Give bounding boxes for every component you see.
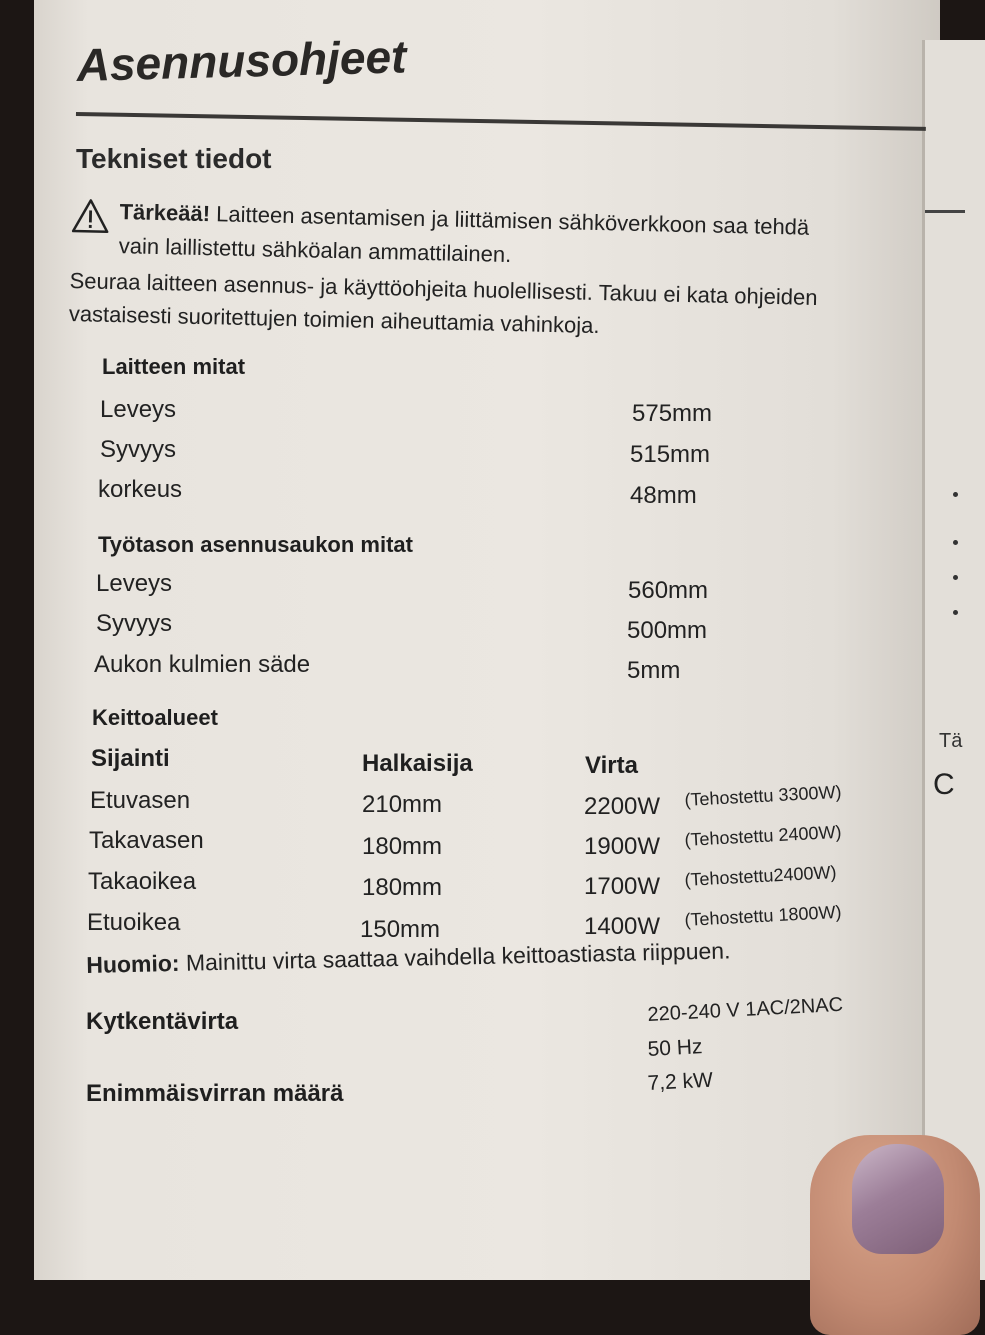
device-dim-value: 48mm xyxy=(630,482,697,509)
zones-col-power: Virta xyxy=(585,752,638,779)
device-dim-label: Syvyys xyxy=(100,436,177,463)
zone-location: Takavasen xyxy=(89,827,204,854)
device-dim-value: 575mm xyxy=(632,400,713,427)
note-bold: Huomio: xyxy=(86,949,180,978)
warning-body: Laitteen asentamisen ja liittämisen sähköverkkoon saa tehdä vain laillistettu sähköalan ammattilainen. xyxy=(118,201,810,267)
zone-diameter: 210mm xyxy=(362,791,443,818)
zone-location: Takaoikea xyxy=(88,868,197,895)
zone-diameter: 150mm xyxy=(360,916,441,943)
warning-triangle-icon xyxy=(71,198,110,235)
cutout-dim-label: Syvyys xyxy=(96,610,173,637)
cutout-dim-value: 500mm xyxy=(627,617,708,644)
cutout-dim-value: 560mm xyxy=(628,577,709,604)
zone-power: 1900W xyxy=(584,833,661,860)
section-heading: Tekniset tiedot xyxy=(76,143,272,174)
max-power-value: 7,2 kW xyxy=(647,1068,714,1095)
cutout-dim-label: Leveys xyxy=(96,570,173,597)
device-dim-label: korkeus xyxy=(98,476,183,503)
device-dim-label: Leveys xyxy=(100,396,177,423)
zones-col-diameter: Halkaisija xyxy=(362,750,473,777)
zone-boost: (Tehostettu 2400W) xyxy=(684,821,842,850)
next-page-fragment: Tä xyxy=(939,730,963,752)
max-power-label: Enimmäisvirran määrä xyxy=(86,1080,344,1107)
zone-diameter: 180mm xyxy=(362,833,443,860)
supply-voltage: 220-240 V 1AC/2NAC xyxy=(647,993,844,1026)
cutout-dims-heading: Työtason asennusaukon mitat xyxy=(98,532,413,557)
zone-boost: (Tehostettu 3300W) xyxy=(684,781,842,810)
note-body: Mainittu virta saattaa vaihdella keittoastiasta riippuen. xyxy=(179,937,731,976)
zones-heading: Keittoalueet xyxy=(92,705,218,730)
zone-power: 2200W xyxy=(584,793,661,820)
device-dims-heading: Laitteen mitat xyxy=(102,354,246,379)
title-divider xyxy=(76,112,926,131)
warning-bold: Tärkeää! xyxy=(119,199,211,227)
supply-label: Kytkentävirta xyxy=(86,1008,239,1035)
zones-col-location: Sijainti xyxy=(91,745,170,772)
cutout-dim-value: 5mm xyxy=(627,657,681,684)
zone-location: Etuoikea xyxy=(87,909,181,936)
ce-mark-fragment: C xyxy=(933,768,955,801)
page-title: Asennusohjeet xyxy=(76,30,408,91)
zone-power: 1400W xyxy=(584,913,661,940)
zone-diameter: 180mm xyxy=(362,874,443,901)
zone-boost: (Tehostettu2400W) xyxy=(684,862,837,890)
zone-boost: (Tehostettu 1800W) xyxy=(684,901,842,930)
painted-nail xyxy=(852,1144,944,1254)
supply-frequency: 50 Hz xyxy=(647,1035,703,1061)
zone-location: Etuvasen xyxy=(90,787,191,814)
cutout-dim-label: Aukon kulmien säde xyxy=(94,651,311,678)
intro-paragraph: Seuraa laitteen asennus- ja käyttöohjeita huolellisesti. Takuu ei kata ohjeiden vastaisesti suoritettujen toimien aiheuttamia vahinkoja. xyxy=(68,267,818,339)
zone-power: 1700W xyxy=(584,873,661,900)
device-dim-value: 515mm xyxy=(630,441,711,468)
